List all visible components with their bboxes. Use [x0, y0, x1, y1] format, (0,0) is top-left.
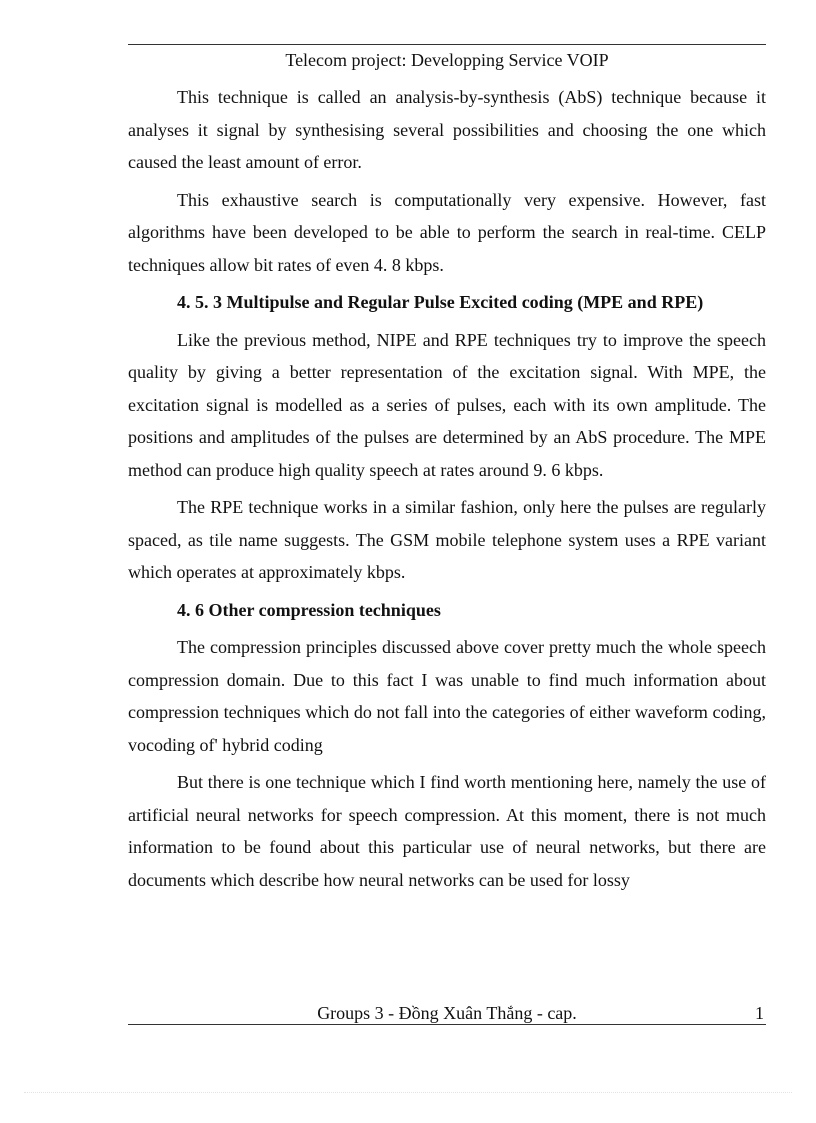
footer-text: Groups 3 - Đồng Xuân Thắng - cap.	[317, 1003, 577, 1023]
paragraph-mpe: Like the previous method, NIPE and RPE techniques try to improve the speech quality by giving a better representation of the excitation signal. With MPE, the excitation signal is modelled as a series of pulses, each with its own amplitude. The positions and amplitudes of the pulses are determined by an AbS procedure. The MPE method can produce high quality speech at rates around 9. 6 kbps.	[128, 329, 766, 480]
paragraph-exhaustive-search: This exhaustive search is computationally very expensive. However, fast algorithms have been developed to be able to perform the search in real-time. CELP techniques allow bit rates of even 4. 8 kbps.	[128, 189, 766, 275]
running-header: Telecom project: Developping Service VOIP	[285, 50, 609, 70]
page-number: 1	[755, 1003, 764, 1023]
paragraph-rpe: The RPE technique works in a similar fashion, only here the pulses are regularly spaced, as tile name suggests. The GSM mobile telephone system uses a RPE variant which operates at approximately kbps.	[128, 497, 766, 582]
page-separator	[24, 1092, 792, 1093]
page-footer	[128, 1002, 766, 1024]
paragraph-neural-networks: But there is one technique which I find worth mentioning here, namely the use of artificial neural networks for speech compression. At this moment, there is not much information to be found about this particular use of neural networks, but there are documents which describe how neural networks can be used for lossy	[128, 772, 766, 890]
section-heading-mpe-rpe: 4. 5. 3 Multipulse and Regular Pulse Excited coding (MPE and RPE)	[177, 292, 704, 312]
paragraph-compression-principles: The compression principles discussed above cover pretty much the whole speech compression domain. Due to this fact I was unable to find much information about compression techniques which do not fall into the categories of either waveform coding, vocoding of' hybrid coding	[128, 637, 766, 755]
document-body	[128, 81, 766, 901]
footer-rule	[128, 1024, 766, 1025]
section-heading-other-techniques: 4. 6 Other compression techniques	[177, 599, 441, 620]
paragraph-abs-technique: This technique is called an analysis-by-synthesis (AbS) technique because it analyses it signal by synthesising several possibilities and choosing the one which caused the least amount of error.	[128, 87, 766, 172]
header-rule	[128, 44, 766, 45]
